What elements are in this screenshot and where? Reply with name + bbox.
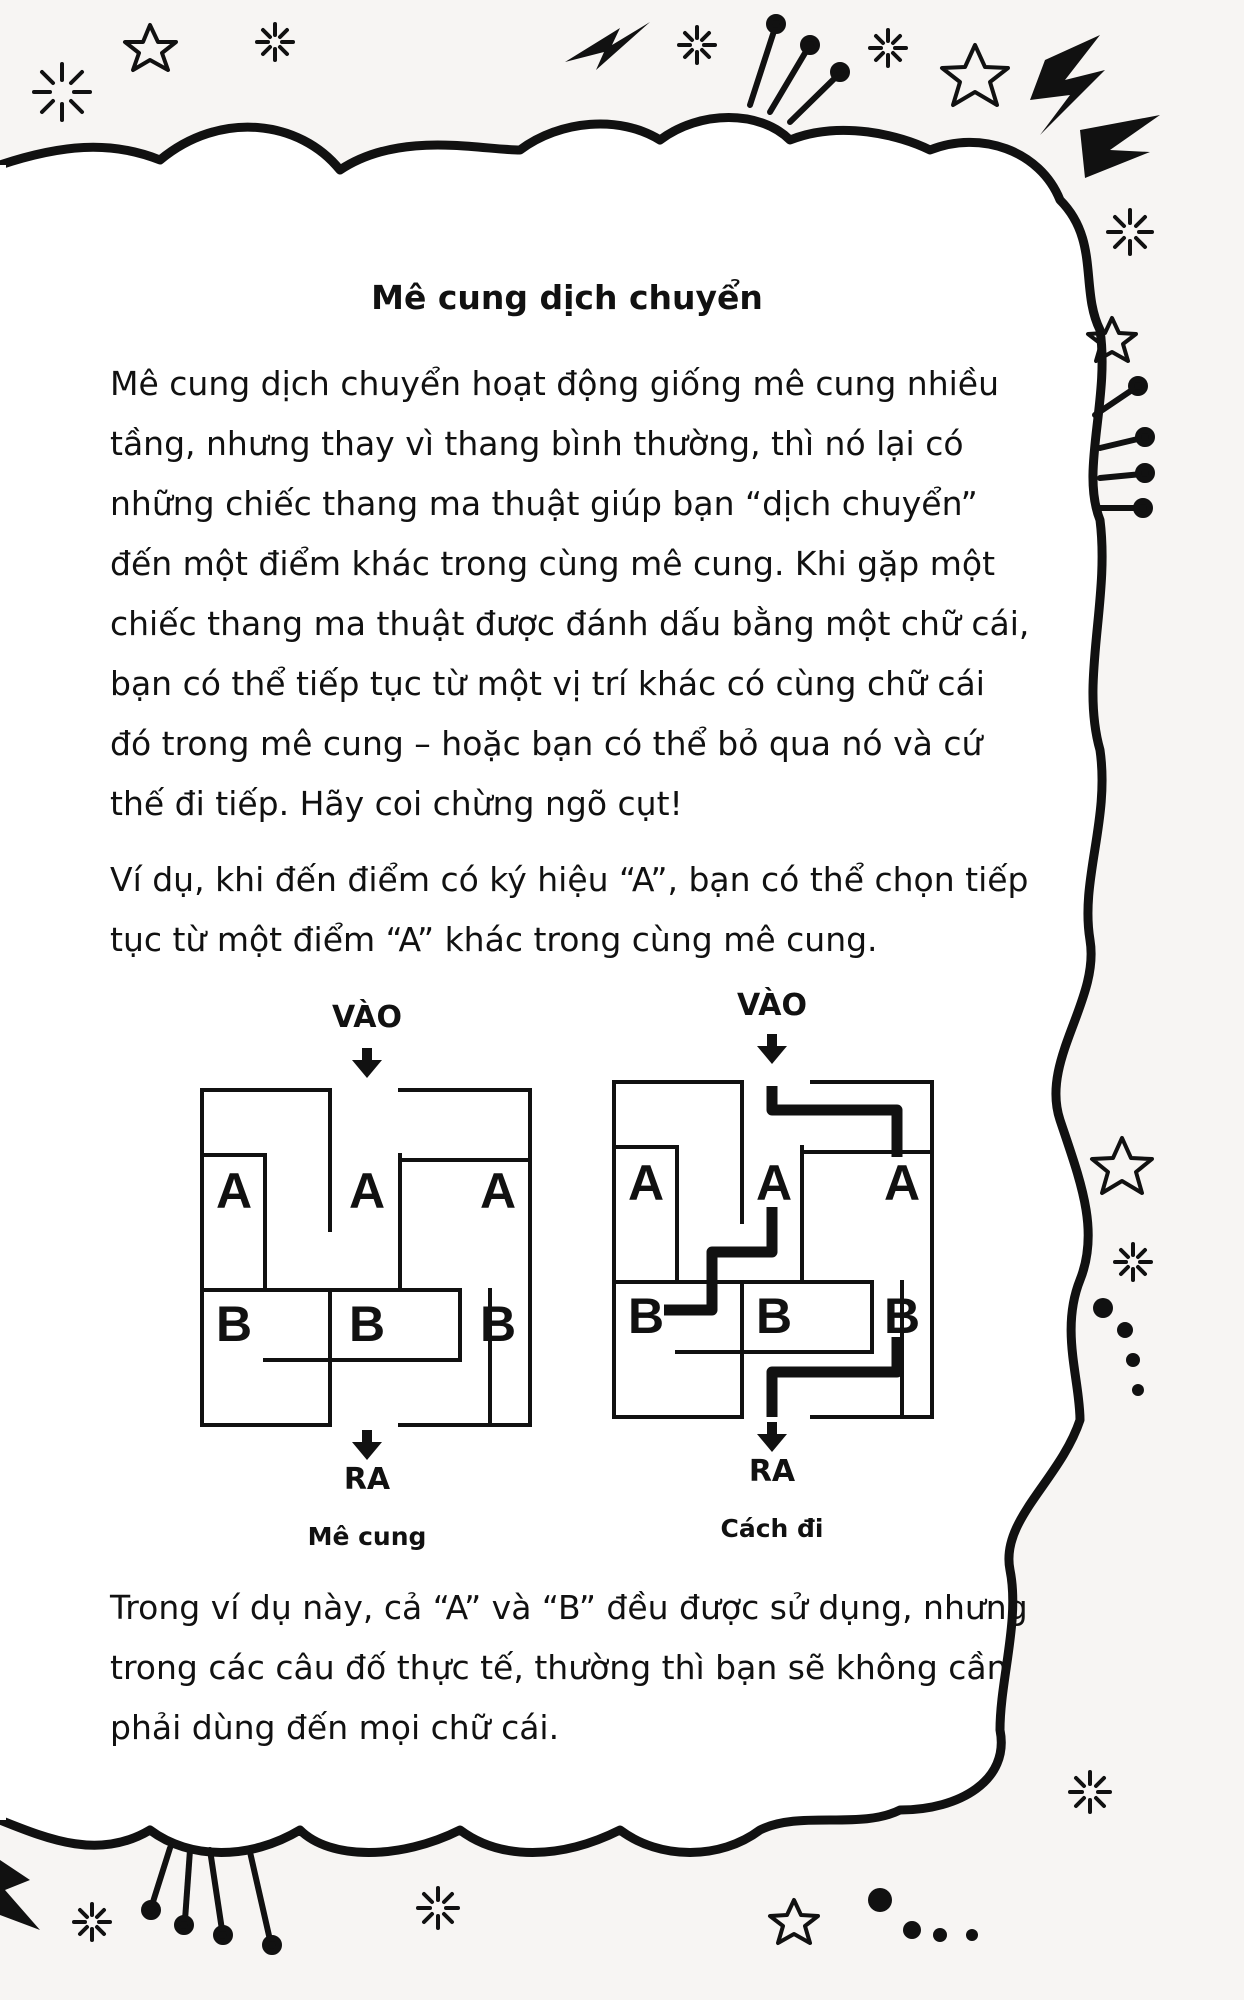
page-title: Mê cung dịch chuyển — [371, 278, 763, 317]
maze-caption: Cách đi — [720, 1514, 824, 1543]
letter-a: A — [215, 1163, 253, 1219]
letter-b: B — [348, 1296, 386, 1352]
exit-label: RA — [748, 1454, 796, 1489]
letter-b: B — [479, 1296, 517, 1352]
entry-label: VÀO — [737, 988, 807, 1023]
letter-a: A — [755, 1155, 793, 1211]
example-maze — [200, 1000, 540, 1560]
example-paragraph: Ví dụ, khi đến điểm có ký hiệu “A”, bạn có thể chọn tiếp tục từ một điểm “A” khác trong cùng mê cung. — [110, 860, 1029, 959]
letter-b: B — [883, 1288, 921, 1344]
closing-paragraph: Trong ví dụ này, cả “A” và “B” đều được sử dụng, nhưng trong các câu đố thực tế, thường thì bạn sẽ không cần phải dùng đến mọi chữ cái. — [110, 1588, 1028, 1747]
entry-arrow-icon — [757, 1034, 787, 1064]
letter-a: A — [883, 1155, 921, 1211]
entry-arrow-icon — [352, 1048, 382, 1078]
exit-arrow-icon — [757, 1422, 787, 1452]
maze-caption: Mê cung — [307, 1522, 427, 1551]
letter-a: A — [348, 1163, 386, 1219]
intro-paragraph: Mê cung dịch chuyển hoạt động giống mê cung nhiều tầng, nhưng thay vì thang bình thường, thì nó lại có những chiếc thang ma thuật giúp bạn “dịch chuyển” đến một điểm khác trong cùng mê cung. Khi gặp một chiếc thang ma thuật được đánh dấu bằng một chữ cái, bạn có thể tiếp tục từ một vị trí khác có cùng chữ cái đó trong mê cung – hoặc bạn có thể bỏ qua nó và cứ thế đi tiếp. Hãy coi chừng ngõ cụt! — [110, 364, 1030, 823]
solution-path — [664, 1086, 897, 1417]
letter-b: B — [627, 1288, 665, 1344]
exit-label: RA — [343, 1462, 391, 1497]
letter-a: A — [479, 1163, 517, 1219]
entry-label: VÀO — [332, 1000, 402, 1035]
letter-b: B — [215, 1296, 253, 1352]
letter-b: B — [755, 1288, 793, 1344]
exit-arrow-icon — [352, 1430, 382, 1460]
solution-maze — [612, 988, 952, 1552]
letter-a: A — [627, 1155, 665, 1211]
